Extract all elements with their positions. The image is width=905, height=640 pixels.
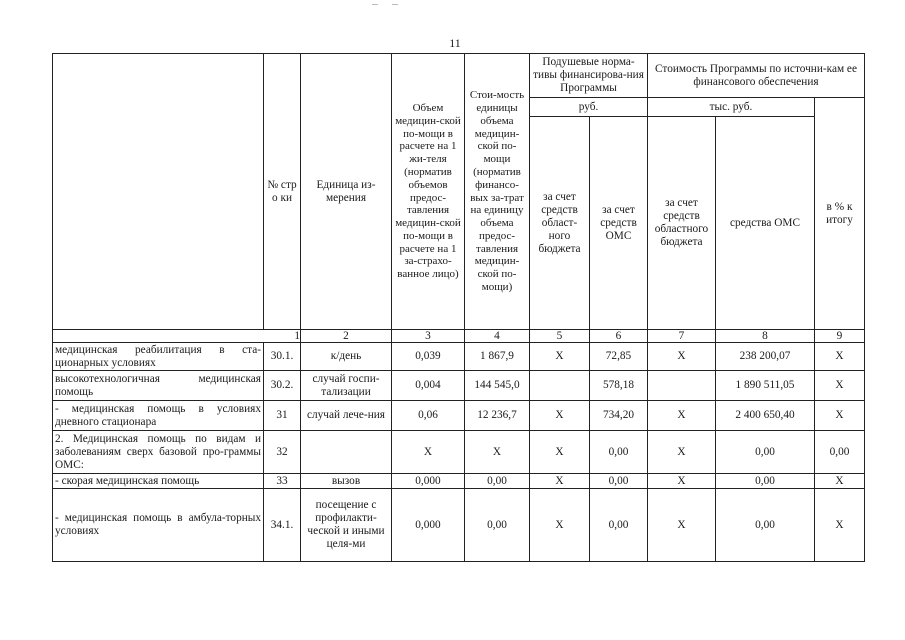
row-cost-budget: Х bbox=[648, 431, 716, 474]
colnum-6: 6 bbox=[590, 330, 648, 343]
scan-artifact bbox=[392, 4, 398, 5]
row-unit-cost: 12 236,7 bbox=[465, 401, 530, 431]
table-row bbox=[53, 401, 865, 431]
row-line: 33 bbox=[264, 474, 301, 489]
colnum-2: 2 bbox=[301, 330, 392, 343]
row-line: 30.1. bbox=[264, 343, 301, 371]
row-cost-oms: 2 400 650,40 bbox=[716, 401, 815, 431]
header-per-capita-unit: руб. bbox=[530, 98, 648, 117]
row-unit: случай госпи-тализации bbox=[301, 371, 392, 401]
row-volume: 0,000 bbox=[392, 474, 465, 489]
row-unit-cost: 0,00 bbox=[465, 474, 530, 489]
row-name: - медицинская помощь в условиях дневного стационара bbox=[53, 401, 264, 431]
row-cost-oms: 0,00 bbox=[716, 489, 815, 562]
row-percent: 0,00 bbox=[815, 431, 865, 474]
row-pc-budget: Х bbox=[530, 401, 590, 431]
row-line: 34.1. bbox=[264, 489, 301, 562]
header-percent: в % к итогу bbox=[815, 98, 865, 330]
row-volume: 0,06 bbox=[392, 401, 465, 431]
header-volume: Объем медицин-ской по-мощи в расчете на 1 жи-теля (норматив объемов предос-тавления медицин-ской по-мощи в расчете на 1 за-страхо-ванное лицо) bbox=[392, 54, 465, 330]
row-cost-budget: Х bbox=[648, 489, 716, 562]
row-cost-oms: 1 890 511,05 bbox=[716, 371, 815, 401]
row-unit bbox=[301, 431, 392, 474]
row-percent: Х bbox=[815, 474, 865, 489]
row-name: высокотехнологичная медицинская помощь bbox=[53, 371, 264, 401]
colnum-4: 4 bbox=[465, 330, 530, 343]
header-unit: Единица из-мерения bbox=[301, 54, 392, 330]
row-line: 31 bbox=[264, 401, 301, 431]
table-row bbox=[53, 343, 865, 371]
row-pc-oms: 72,85 bbox=[590, 343, 648, 371]
row-pc-budget bbox=[530, 371, 590, 401]
row-pc-budget: Х bbox=[530, 431, 590, 474]
row-name: - скорая медицинская помощь bbox=[53, 474, 264, 489]
row-volume: 0,004 bbox=[392, 371, 465, 401]
colnum-9: 9 bbox=[815, 330, 865, 343]
row-unit: вызов bbox=[301, 474, 392, 489]
row-unit: посещение с профилакти-ческой и иными целя-ми bbox=[301, 489, 392, 562]
financing-table bbox=[52, 53, 865, 562]
row-cost-budget: Х bbox=[648, 343, 716, 371]
row-cost-oms: 0,00 bbox=[716, 474, 815, 489]
page-number: 11 bbox=[449, 36, 461, 50]
colnum-3: 3 bbox=[392, 330, 465, 343]
row-line: 32 bbox=[264, 431, 301, 474]
row-name: медицинская реабилитация в ста-ционарных условиях bbox=[53, 343, 264, 371]
table-row bbox=[53, 431, 865, 474]
row-pc-oms: 0,00 bbox=[590, 431, 648, 474]
colnum-1: 1 bbox=[53, 330, 301, 343]
row-cost-budget: Х bbox=[648, 401, 716, 431]
row-volume: Х bbox=[392, 431, 465, 474]
row-percent: Х bbox=[815, 489, 865, 562]
header-line-number: № стро ки bbox=[264, 54, 301, 330]
row-unit-cost: 144 545,0 bbox=[465, 371, 530, 401]
header-cost-oms: средства ОМС bbox=[716, 117, 815, 330]
row-line: 30.2. bbox=[264, 371, 301, 401]
colnum-8: 8 bbox=[716, 330, 815, 343]
row-percent: Х bbox=[815, 401, 865, 431]
row-cost-oms: 0,00 bbox=[716, 431, 815, 474]
header-per-capita-group: Подушевые норма-тивы финансирова-ния Программы bbox=[530, 54, 648, 98]
colnum-7: 7 bbox=[648, 330, 716, 343]
scan-artifact bbox=[372, 4, 378, 5]
row-unit-cost: 0,00 bbox=[465, 489, 530, 562]
row-cost-oms: 238 200,07 bbox=[716, 343, 815, 371]
row-unit-cost: 1 867,9 bbox=[465, 343, 530, 371]
row-volume: 0,000 bbox=[392, 489, 465, 562]
row-percent: Х bbox=[815, 343, 865, 371]
row-unit: случай лече-ния bbox=[301, 401, 392, 431]
row-pc-oms: 0,00 bbox=[590, 474, 648, 489]
row-pc-oms: 578,18 bbox=[590, 371, 648, 401]
colnum-5: 5 bbox=[530, 330, 590, 343]
header-pc-regional-budget: за счет средств област-ного бюджета bbox=[530, 117, 590, 330]
row-unit: к/день bbox=[301, 343, 392, 371]
row-pc-oms: 734,20 bbox=[590, 401, 648, 431]
row-pc-oms: 0,00 bbox=[590, 489, 648, 562]
row-cost-budget: Х bbox=[648, 474, 716, 489]
header-name-empty bbox=[53, 54, 264, 330]
row-name: - медицинская помощь в амбула-торных условиях bbox=[53, 489, 264, 562]
row-pc-budget: Х bbox=[530, 343, 590, 371]
row-pc-budget: Х bbox=[530, 489, 590, 562]
row-unit-cost: Х bbox=[465, 431, 530, 474]
row-percent: Х bbox=[815, 371, 865, 401]
row-volume: 0,039 bbox=[392, 343, 465, 371]
row-name: 2. Медицинская помощь по видам и заболеваниям сверх базовой про-граммы ОМС: bbox=[53, 431, 264, 474]
header-pc-oms: за счет средств ОМС bbox=[590, 117, 648, 330]
header-cost-regional-budget: за счет средств областного бюджета bbox=[648, 117, 716, 330]
header-cost-group: Стоимость Программы по источни-кам ее финансового обеспечения bbox=[648, 54, 865, 98]
header-cost-unit: тыс. руб. bbox=[648, 98, 815, 117]
table-row bbox=[53, 474, 865, 489]
row-cost-budget bbox=[648, 371, 716, 401]
table-row bbox=[53, 489, 865, 562]
table-row bbox=[53, 371, 865, 401]
row-pc-budget: Х bbox=[530, 474, 590, 489]
header-unit-cost: Стои-мость единицы объема медицин-ской по-мощи (норматив финансо-вых за-трат на единицу объема предос-тавления медицин-ской по-мощи) bbox=[465, 54, 530, 330]
